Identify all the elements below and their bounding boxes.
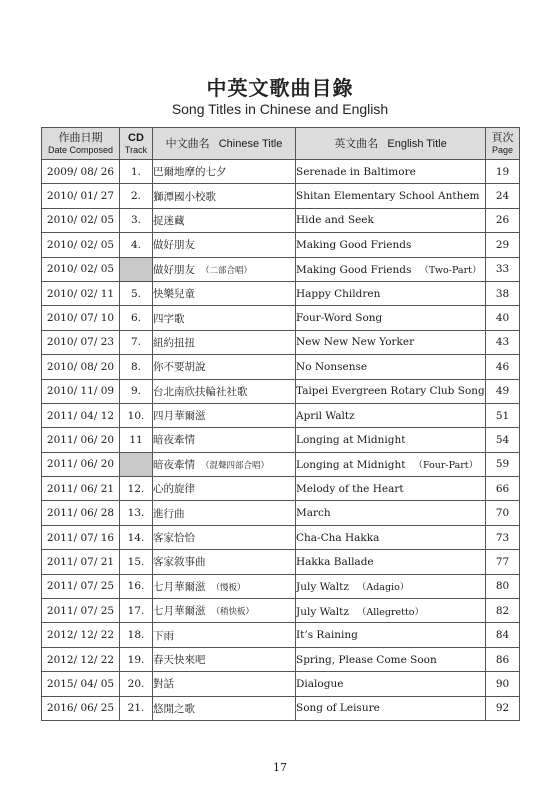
- chinese-title-cell: [153, 330, 296, 354]
- date-cell: 2011/ 06/ 20: [42, 428, 120, 452]
- header-page-zh: 頁次: [491, 131, 514, 144]
- english-title-cell: [296, 550, 486, 574]
- chinese-title: 做好朋友: [153, 263, 195, 276]
- english-title-note: （Allegretto）: [356, 606, 425, 618]
- chinese-title: 台北南欣扶輪社社歌: [153, 385, 248, 398]
- date-cell: 2010/ 02/ 05: [42, 233, 120, 257]
- chinese-title-cell: [153, 306, 296, 330]
- date-cell: 2010/ 02/ 05: [42, 257, 120, 281]
- english-title-cell: [296, 477, 486, 501]
- english-title: Making Good Friends: [296, 264, 412, 277]
- english-title: Hide and Seek: [296, 214, 374, 227]
- header-date-zh: 作曲日期: [58, 131, 103, 144]
- table-row: [42, 599, 520, 623]
- table-row: [42, 233, 520, 257]
- chinese-title-cell: [153, 403, 296, 427]
- english-title: Serenade in Baltimore: [296, 165, 416, 178]
- chinese-title: 獅潭國小校歌: [153, 190, 216, 203]
- table-row: [42, 208, 520, 232]
- chinese-title-cell: [153, 574, 296, 598]
- page-cell: 66: [486, 477, 520, 501]
- english-title-cell: [296, 599, 486, 623]
- chinese-title: 暗夜牽情: [153, 458, 195, 471]
- chinese-title: 客家恰恰: [153, 532, 195, 545]
- song-table: [41, 127, 520, 721]
- chinese-title: 對話: [153, 678, 174, 691]
- chinese-title: 心的旋律: [153, 483, 195, 496]
- track-cell: 21.: [120, 696, 153, 720]
- track-cell: 12.: [120, 477, 153, 501]
- english-title-cell: [296, 379, 486, 403]
- table-row: [42, 184, 520, 208]
- date-cell: 2011/ 06/ 20: [42, 452, 120, 476]
- table-row: [42, 281, 520, 305]
- table-row: [42, 452, 520, 476]
- date-cell: 2016/ 06/ 25: [42, 696, 120, 720]
- english-title: July Waltz: [296, 581, 349, 594]
- english-title: Shitan Elementary School Anthem: [296, 190, 480, 203]
- english-title: April Waltz: [296, 409, 355, 422]
- english-title-note: （Four-Part）: [413, 460, 479, 472]
- page-cell: 29: [486, 233, 520, 257]
- chinese-title: 下雨: [153, 629, 174, 642]
- english-title: Hakka Ballade: [296, 555, 374, 568]
- english-title: It’s Raining: [296, 629, 358, 642]
- chinese-title-note: （稍快板）: [211, 607, 255, 618]
- english-title: Dialogue: [296, 677, 344, 690]
- english-title: No Nonsense: [296, 360, 368, 373]
- chinese-title-cell: [153, 233, 296, 257]
- chinese-title: 快樂兒童: [153, 288, 195, 301]
- date-cell: 2009/ 08/ 26: [42, 160, 120, 184]
- page-cell: 84: [486, 623, 520, 647]
- chinese-title-cell: [153, 550, 296, 574]
- track-cell: 19.: [120, 647, 153, 671]
- track-cell: 4.: [120, 233, 153, 257]
- date-cell: 2012/ 12/ 22: [42, 647, 120, 671]
- english-title: Four-Word Song: [296, 312, 383, 325]
- english-title-cell: [296, 623, 486, 647]
- chinese-title-cell: [153, 501, 296, 525]
- track-cell: 10.: [120, 403, 153, 427]
- table-row: [42, 306, 520, 330]
- track-cell: 20.: [120, 672, 153, 696]
- track-cell: 15.: [120, 550, 153, 574]
- english-title: March: [296, 507, 331, 520]
- chinese-title-cell: [153, 696, 296, 720]
- english-title-note: （Adagio）: [356, 582, 410, 594]
- page-cell: 54: [486, 428, 520, 452]
- english-title-cell: [296, 647, 486, 671]
- chinese-title-cell: [153, 452, 296, 476]
- page-number: 17: [273, 761, 287, 774]
- table-row: [42, 647, 520, 671]
- english-title-cell: [296, 403, 486, 427]
- page-title-chinese: 中英文歌曲目錄: [206, 76, 354, 100]
- header-cd-label: CD: [128, 131, 144, 144]
- date-cell: 2011/ 07/ 16: [42, 525, 120, 549]
- table-row: [42, 672, 520, 696]
- chinese-title-cell: [153, 355, 296, 379]
- english-title: Happy Children: [296, 287, 381, 300]
- page-cell: 24: [486, 184, 520, 208]
- chinese-title: 四月華爾滋: [153, 410, 206, 423]
- english-title-cell: [296, 208, 486, 232]
- date-cell: 2010/ 11/ 09: [42, 379, 120, 403]
- header-english-en: English Title: [387, 137, 447, 150]
- page-cell: 46: [486, 355, 520, 379]
- header-chinese-zh: 中文曲名: [165, 137, 210, 150]
- chinese-title: 七月華爾滋: [153, 580, 206, 593]
- chinese-title-note: （慢板）: [211, 582, 246, 593]
- english-title: Melody of the Heart: [296, 482, 404, 495]
- track-cell: 1.: [120, 160, 153, 184]
- chinese-title-cell: [153, 672, 296, 696]
- english-title-cell: [296, 428, 486, 452]
- chinese-title-cell: [153, 184, 296, 208]
- chinese-title-cell: [153, 428, 296, 452]
- english-title-cell: [296, 281, 486, 305]
- date-cell: 2010/ 02/ 11: [42, 281, 120, 305]
- english-title: New New New Yorker: [296, 336, 415, 349]
- english-title-cell: [296, 233, 486, 257]
- table-body: [42, 160, 520, 721]
- english-title-cell: [296, 525, 486, 549]
- english-title: Longing at Midnight: [296, 433, 406, 446]
- chinese-title-cell: [153, 379, 296, 403]
- date-cell: 2010/ 07/ 10: [42, 306, 120, 330]
- table-row: [42, 403, 520, 427]
- english-title-cell: [296, 257, 486, 281]
- track-cell: [120, 452, 153, 476]
- date-cell: 2011/ 07/ 25: [42, 574, 120, 598]
- english-title-cell: [296, 672, 486, 696]
- track-cell: 5.: [120, 281, 153, 305]
- page-cell: 90: [486, 672, 520, 696]
- chinese-title: 做好朋友: [153, 239, 195, 252]
- page-cell: 86: [486, 647, 520, 671]
- english-title: Song of Leisure: [296, 702, 380, 715]
- chinese-title: 進行曲: [153, 507, 185, 520]
- table-row: [42, 355, 520, 379]
- header-date-en: Date Composed: [47, 144, 114, 155]
- page-cell: 33: [486, 257, 520, 281]
- track-cell: 18.: [120, 623, 153, 647]
- track-cell: 11: [120, 428, 153, 452]
- date-cell: 2010/ 02/ 05: [42, 208, 120, 232]
- english-title-cell: [296, 306, 486, 330]
- header-date: [42, 128, 120, 160]
- date-cell: 2011/ 04/ 12: [42, 403, 120, 427]
- track-cell: 2.: [120, 184, 153, 208]
- header-cd: [120, 128, 153, 160]
- date-cell: 2011/ 07/ 25: [42, 599, 120, 623]
- page-cell: 51: [486, 403, 520, 427]
- page-cell: 73: [486, 525, 520, 549]
- english-title-cell: [296, 330, 486, 354]
- table-row: [42, 379, 520, 403]
- table-row: [42, 477, 520, 501]
- date-cell: 2010/ 01/ 27: [42, 184, 120, 208]
- chinese-title-cell: [153, 525, 296, 549]
- english-title: July Waltz: [296, 605, 349, 618]
- table-row: [42, 257, 520, 281]
- english-title-cell: [296, 160, 486, 184]
- page-cell: 92: [486, 696, 520, 720]
- chinese-title: 春天快來吧: [153, 654, 206, 666]
- header-chinese-en: Chinese Title: [218, 137, 283, 150]
- chinese-title-cell: [153, 599, 296, 623]
- page-cell: 59: [486, 452, 520, 476]
- header-english-zh: 英文曲名: [334, 137, 379, 150]
- page-cell: 77: [486, 550, 520, 574]
- chinese-title-cell: [153, 208, 296, 232]
- date-cell: 2012/ 12/ 22: [42, 623, 120, 647]
- table-row: [42, 623, 520, 647]
- header-page: [486, 128, 520, 160]
- chinese-title: 悠閒之歌: [153, 702, 195, 715]
- table-header-row: [42, 128, 520, 160]
- english-title: Cha-Cha Hakka: [296, 531, 380, 544]
- english-title-cell: [296, 355, 486, 379]
- table-row: [42, 550, 520, 574]
- date-cell: 2011/ 07/ 21: [42, 550, 120, 574]
- date-cell: 2010/ 08/ 20: [42, 355, 120, 379]
- page-cell: 19: [486, 160, 520, 184]
- chinese-title: 七月華爾滋: [153, 605, 206, 618]
- page-cell: 49: [486, 379, 520, 403]
- chinese-title-cell: [153, 160, 296, 184]
- chinese-title: 捉迷藏: [153, 214, 185, 227]
- table-row: [42, 525, 520, 549]
- header-track-label: Track: [124, 144, 148, 155]
- chinese-title: 四字歌: [153, 312, 185, 325]
- english-title: Taipei Evergreen Rotary Club Song: [296, 385, 485, 398]
- date-cell: 2010/ 07/ 23: [42, 330, 120, 354]
- track-cell: 3.: [120, 208, 153, 232]
- chinese-title-note: （混聲四部合唱）: [201, 460, 270, 471]
- page-cell: 40: [486, 306, 520, 330]
- track-cell: 16.: [120, 574, 153, 598]
- page-cell: 80: [486, 574, 520, 598]
- chinese-title: 暗夜牽情: [153, 434, 195, 447]
- chinese-title-cell: [153, 281, 296, 305]
- track-cell: [120, 257, 153, 281]
- chinese-title: 巴爾地摩的七夕: [153, 166, 227, 179]
- english-title-note: （Two-Part）: [419, 265, 482, 277]
- page-cell: 70: [486, 501, 520, 525]
- page-cell: 26: [486, 208, 520, 232]
- table-row: [42, 574, 520, 598]
- chinese-title-cell: [153, 257, 296, 281]
- track-cell: 14.: [120, 525, 153, 549]
- header-chinese-title: [153, 128, 296, 160]
- english-title: Making Good Friends: [296, 238, 412, 251]
- track-cell: 7.: [120, 330, 153, 354]
- english-title: Longing at Midnight: [296, 459, 406, 472]
- english-title-cell: [296, 452, 486, 476]
- date-cell: 2011/ 06/ 28: [42, 501, 120, 525]
- track-cell: 9.: [120, 379, 153, 403]
- chinese-title-cell: [153, 477, 296, 501]
- header-page-en: Page: [491, 144, 514, 155]
- chinese-title-cell: [153, 623, 296, 647]
- header-english-title: [296, 128, 486, 160]
- track-cell: 6.: [120, 306, 153, 330]
- chinese-title: 客家敘事曲: [153, 556, 206, 569]
- chinese-title: 紐約扭扭: [153, 336, 195, 349]
- track-cell: 8.: [120, 355, 153, 379]
- english-title: Spring, Please Come Soon: [296, 653, 437, 666]
- date-cell: 2011/ 06/ 21: [42, 477, 120, 501]
- track-cell: 17.: [120, 599, 153, 623]
- english-title-cell: [296, 696, 486, 720]
- page-cell: 43: [486, 330, 520, 354]
- page-cell: 38: [486, 281, 520, 305]
- chinese-title: 你不要胡說: [153, 361, 206, 374]
- english-title-cell: [296, 501, 486, 525]
- chinese-title-note: （二部合唱）: [201, 265, 253, 276]
- english-title-cell: [296, 574, 486, 598]
- table-row: [42, 696, 520, 720]
- date-cell: 2015/ 04/ 05: [42, 672, 120, 696]
- english-title-cell: [296, 184, 486, 208]
- table-row: [42, 160, 520, 184]
- table-row: [42, 501, 520, 525]
- page-cell: 82: [486, 599, 520, 623]
- track-cell: 13.: [120, 501, 153, 525]
- page-title-english: Song Titles in Chinese and English: [171, 101, 389, 117]
- table-row: [42, 428, 520, 452]
- chinese-title-cell: [153, 647, 296, 671]
- table-row: [42, 330, 520, 354]
